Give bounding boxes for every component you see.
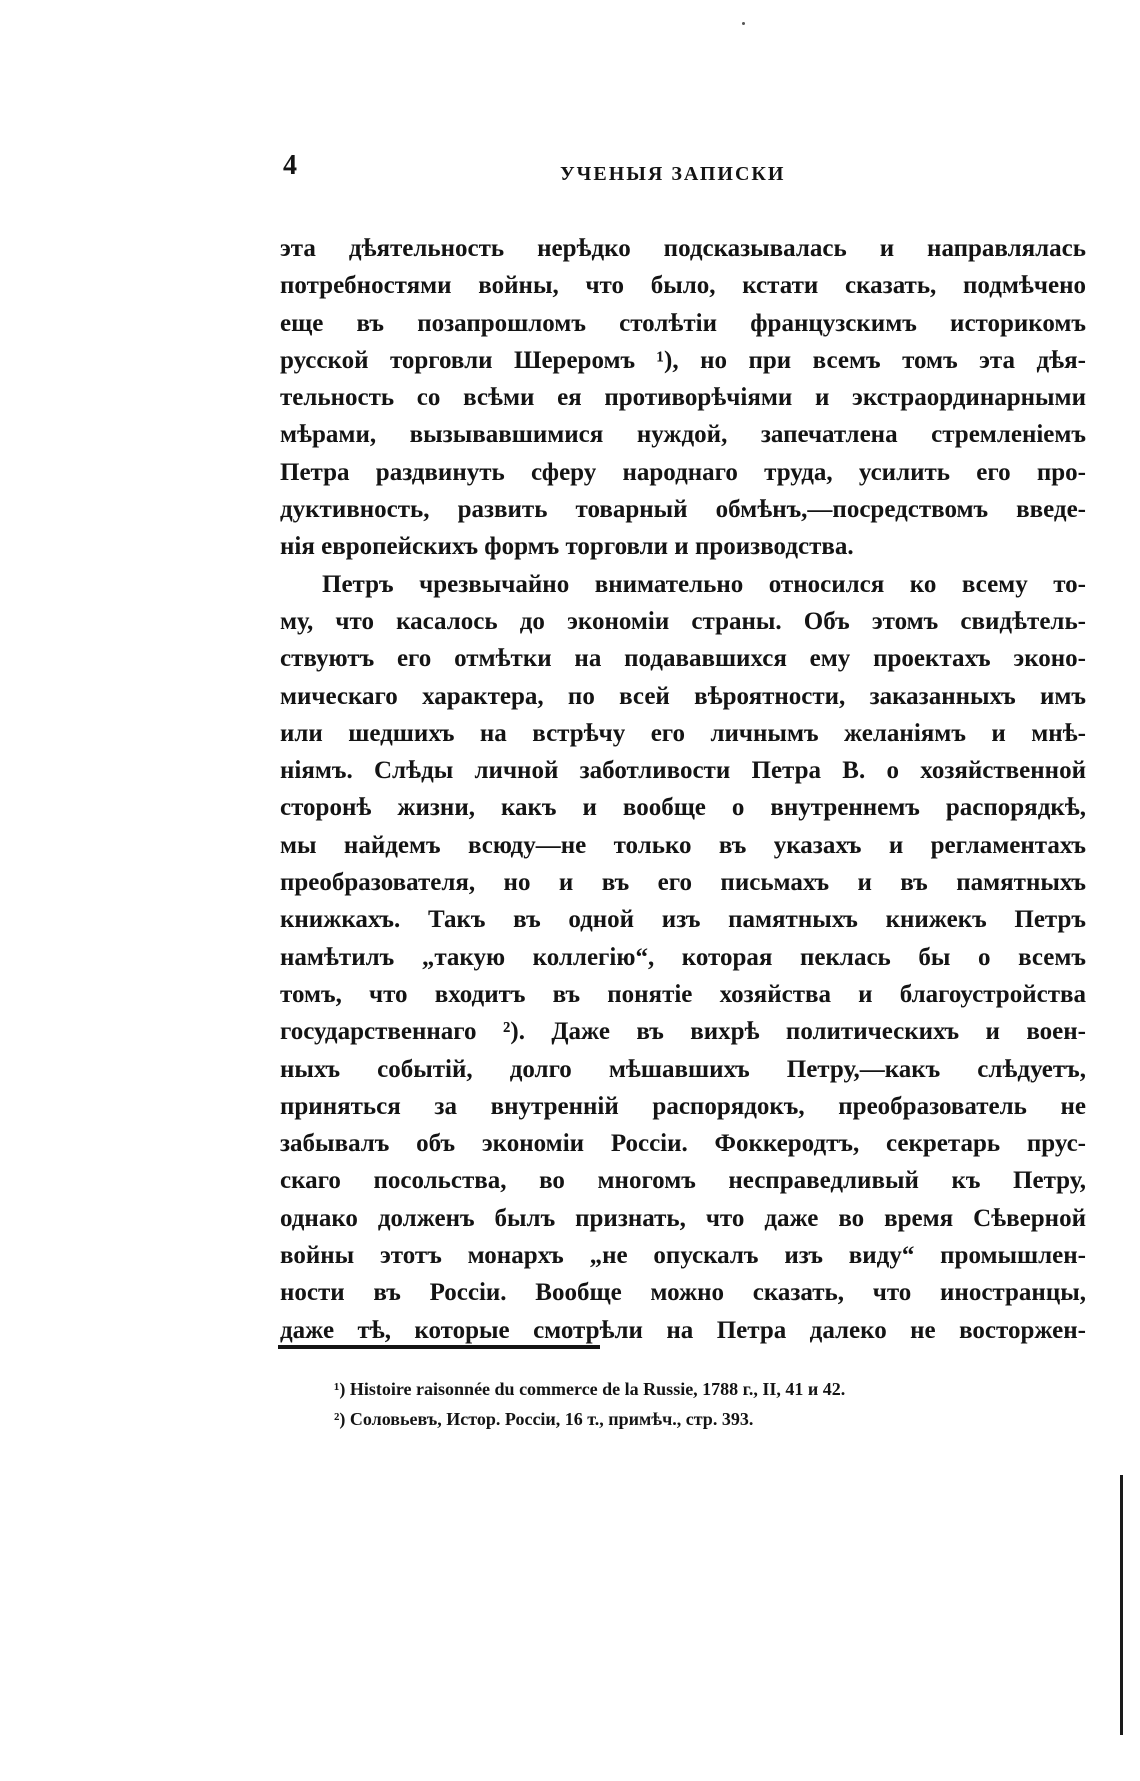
text-line: государственнаго ²). Даже въ вихрѣ политическихъ и воен-: [280, 1018, 1086, 1046]
running-title: УЧЕНЫЯ ЗАПИСКИ: [560, 163, 786, 185]
text-line: ныхъ событій, долго мѣшавшихъ Петру,—какъ слѣдуетъ,: [280, 1055, 1086, 1083]
text-line: даже тѣ, которые смотрѣли на Петра далеко не восторжен-: [280, 1316, 1086, 1344]
footnote-2: ²) Соловьевъ, Истор. Россіи, 16 т., примѣч., стр. 393.: [334, 1409, 754, 1429]
text-line: еще въ позапрошломъ столѣтіи французскимъ историкомъ: [280, 309, 1086, 337]
text-line: преобразователя, но и въ его письмахъ и въ памятныхъ: [280, 869, 1086, 897]
text-line: войны этотъ монархъ „не опускалъ изъ виду“ промышлен-: [280, 1242, 1086, 1270]
footnotes: [334, 1374, 1094, 1434]
text-line: Петра раздвинуть сферу народнаго труда, усилить его про-: [280, 458, 1086, 486]
text-line: му, что касалось до экономіи страны. Объ этомъ свидѣтель-: [280, 607, 1086, 635]
text-line: томъ, что входитъ въ понятіе хозяйства и благоустройства: [280, 980, 1086, 1008]
text-line: потребностями войны, что было, кстати сказать, подмѣчено: [280, 272, 1086, 300]
text-line: нія европейскихъ формъ торговли и производства.: [280, 533, 854, 561]
text-line: эта дѣятельность нерѣдко подсказывалась и направлялась: [280, 235, 1086, 262]
text-line: скаго посольства, во многомъ несправедливый къ Петру,: [280, 1167, 1086, 1195]
text-line: мѣрами, вызывавшимися нуждой, запечатлена стремленіемъ: [280, 421, 1086, 449]
scan-speck: [742, 22, 745, 25]
text-line: сторонѣ жизни, какъ и вообще о внутреннемъ распорядкѣ,: [280, 794, 1086, 822]
text-line: дуктивность, развить товарный обмѣнъ,—посредствомъ введе-: [280, 496, 1086, 524]
body-text: [280, 230, 1086, 1349]
footnote-1: ¹) Histoire raisonnée du commerce de la Russie, 1788 г., II, 41 и 42.: [334, 1379, 846, 1399]
text-line: ствуютъ его отмѣтки на подававшихся ему проектахъ эконо-: [280, 645, 1086, 673]
footnote-divider: [278, 1345, 600, 1349]
text-line: приняться за внутренній распорядокъ, преобразователь не: [280, 1092, 1086, 1120]
text-line: или шедшихъ на встрѣчу его личнымъ желаніямъ и мнѣ-: [280, 719, 1086, 747]
text-line: мы найдемъ всюду—не только въ указахъ и регламентахъ: [280, 831, 1086, 859]
text-line: книжкахъ. Такъ въ одной изъ памятныхъ книжекъ Петръ: [280, 906, 1086, 934]
text-line: намѣтилъ „такую коллегію“, которая пеклась бы о всемъ: [280, 943, 1086, 971]
text-line: Петръ чрезвычайно внимательно относился ко всему то-: [322, 570, 1086, 598]
text-line: однако долженъ былъ признать, что даже во время Сѣверной: [280, 1204, 1086, 1232]
text-line: ніямъ. Слѣды личной заботливости Петра В. о хозяйственной: [280, 757, 1086, 785]
text-line: забывалъ объ экономіи Россіи. Фоккеродтъ, секретарь прус-: [280, 1130, 1086, 1158]
page-number: 4: [283, 150, 297, 181]
text-line: ности въ Россіи. Вообще можно сказать, что иностранцы,: [280, 1279, 1086, 1307]
text-line: русской торговли Шереромъ ¹), но при всемъ томъ эта дѣя-: [280, 346, 1086, 374]
text-line: мическаго характера, по всей вѣроятности, заказанныхъ имъ: [280, 682, 1086, 710]
scan-edge-mark: [1120, 1475, 1123, 1735]
text-line: тельность со всѣми ея противорѣчіями и экстраординарными: [280, 384, 1086, 412]
